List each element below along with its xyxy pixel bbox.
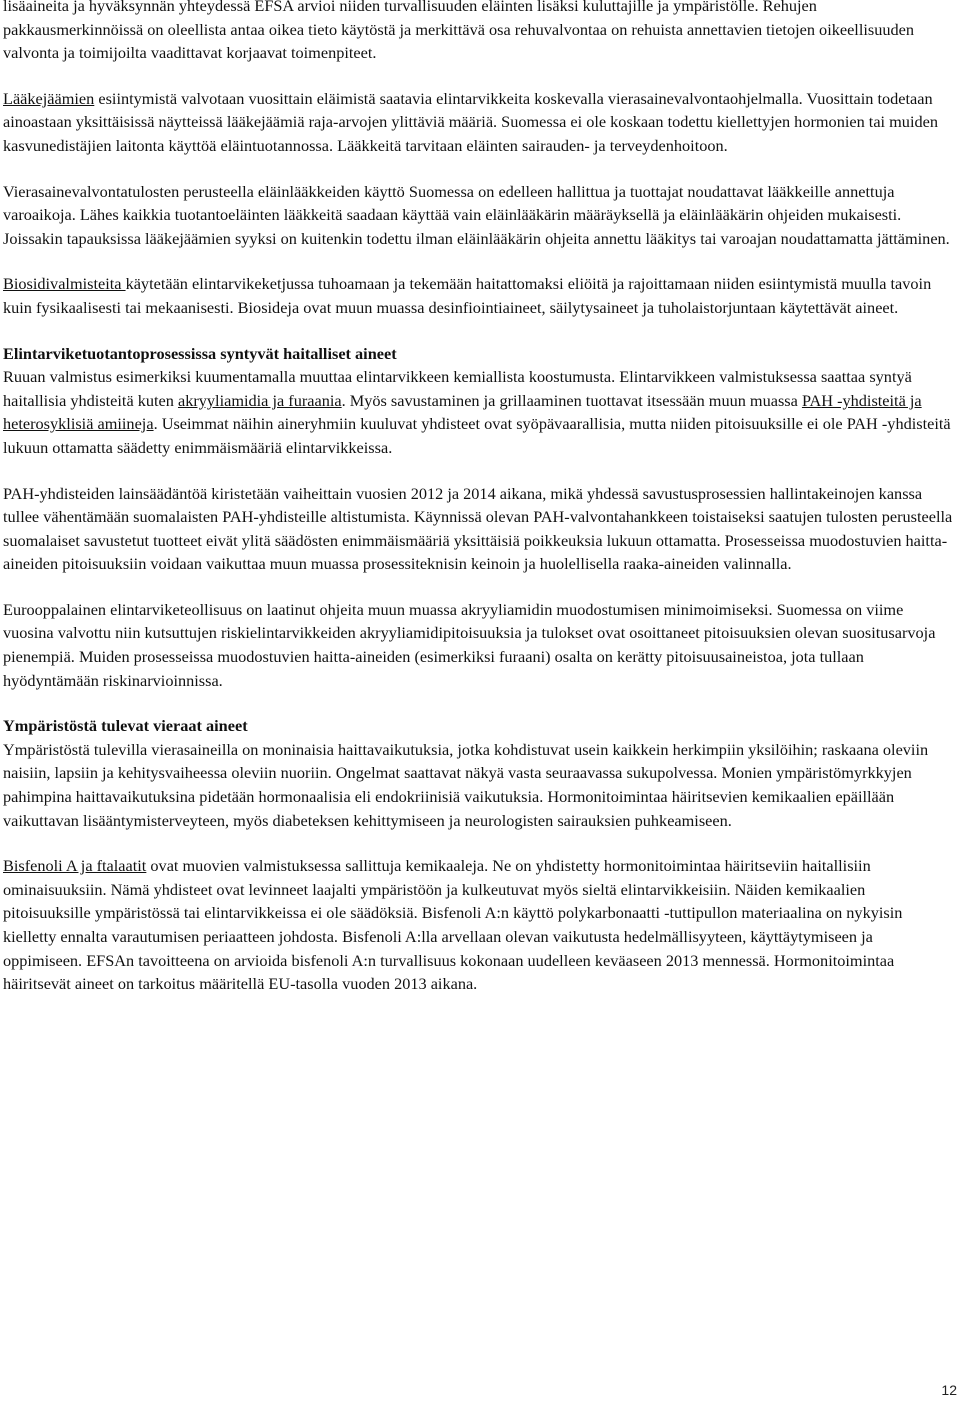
section-environmental-contaminants xyxy=(3,714,955,832)
paragraph-feed-additives xyxy=(3,0,955,65)
paragraph-acrylamide-guidance xyxy=(3,598,955,692)
paragraph-text: esiintymistä valvotaan vuosittain eläimistä saatavia elintarvikkeita koskevalla vierasainevalvontaohjelmalla. Vuosittain todetaan ainoastaan yksittäisissä näytteissä lääkejäämiä raja-arvojen ylittäviä määriä. Suomessa ei ole koskaan todettu kiellettyjen hormonien tai muiden kasvunedistäjien laitonta käyttöä eläintuotannossa. Lääkkeitä tarvitaan eläinten sairauden- ja terveydenhoitoon. xyxy=(3,88,938,155)
paragraph-text: Eurooppalainen elintarviketeollisuus on laatinut ohjeita muun muassa akryyliamidin muodostumisen minimoimiseksi. Suomessa on viime vuosina valvottu niin kutsuttujen riskielintarvikkeiden akryyliamidipitoisuuksia ja tulokset ovat osoittaneet pitoisuuksien olevan suositusarvoja pienempiä. Muiden prosesseissa muodostuvien haitta-aineiden (esimerkiksi furaani) osalta on kerätty pitoisuusaineistoa, jota tullaan hyödyntämään riskinarvioinnissa. xyxy=(3,599,936,690)
paragraph-text: käytetään elintarvikeketjussa tuhoamaan ja tekemään haitattomaksi eliöitä ja rajoittamaan niiden esiintymistä muulla tavoin kuin fysikaalisesti tai mekaanisesti. Biosideja ovat muun muassa desinfiointiaineet, säilytysaineet ja tuholaistorjuntaan käytettävät aineet. xyxy=(3,274,932,317)
link-drug-residues[interactable]: Lääkejäämien xyxy=(3,88,95,108)
paragraph-text: PAH-yhdisteiden lainsäädäntöä kiristetään vaiheittain vuosien 2012 ja 2014 aikana, mikä yhdessä savustusprosessien hallintakeinojen kanssa tullee vähentämään suomalaisten PAH-yhdisteille altistumista. Käynnissä olevan PAH-valvontahankkeen toistaiseksi saatujen tulosten perusteella suomalaiset savustetut tuotteet eivät ylitä säädösten enimmäismääriä yksittäisiä poikkeuksia lukuun ottamatta. Prosesseissa muodostuvien haitta-aineiden pitoisuuksiin voidaan vaikuttaa muun muassa prosessiteknisin keinoin ja huolellisella raaka-aineiden valinnalla. xyxy=(3,483,953,574)
paragraph-text: lisäaineita ja hyväksynnän yhteydessä EFSA arvioi niiden turvallisuuden eläinten lisäksi kuluttajille ja ympäristölle. Rehujen pakkausmerkinnöissä on oleellista antaa oikea tieto käytöstä ja merkittävä osa rehuvalvontaa on rehuista annettavien tietojen oikeellisuuden valvonta ja toimijoilta vaadittavat korjaavat toimenpiteet. xyxy=(3,0,915,63)
paragraph-text: Ympäristöstä tulevilla vierasaineilla on moninaisia haittavaikutuksia, jotka kohdistuvat usein kaikkein herkimpiin yksilöihin; raskaana oleviin naisiin, lapsiin ja kehitysvaiheessa oleviin nuoriin. Ongelmat saattavat näkyä vasta seuraavassa sukupolvessa. Monien ympäristömyrkkyjen pahimpina haittavaikutuksina pidetään hormonaalisia eli endokriinisiä vaikutuksia. Hormonitoimintaa häiritsevien kemikaalien epäillään vaikuttavan lisääntymisterveyteen, myös diabeteksen kehittymiseen ja neurologisten sairauksien puhkeamiseen. xyxy=(3,739,929,830)
section-heading-environmental-contaminants: Ympäristöstä tulevat vieraat aineet xyxy=(3,716,248,736)
paragraph-text: Vierasainevalvontatulosten perusteella eläinlääkkeiden käyttö Suomessa on edelleen hallittua ja tuottajat noudattavat lääkkeille annettuja varoaikoja. Lähes kaikkia tuotantoeläinten lääkkeitä saadaan käyttää vain eläinlääkärin määräyksellä ja eläinlääkärin ohjeiden mukaisesti. Joissakin tapauksissa lääkejäämien syyksi on kuitenkin todettu ilman eläinlääkärin ohjeita annettu lääkitys tai varoajan noudattamatta jättäminen. xyxy=(3,181,950,248)
page-content xyxy=(3,0,955,996)
paragraph-text: ovat muovien valmistuksessa sallittuja kemikaaleja. Ne on yhdistetty hormonitoimintaa häiritseviin haitallisiin ominaisuuksiin. Nämä yhdisteet ovat levinneet laajalti ympäristöön ja kulkeutuvat myös sieltä elintarvikkeisiin. Näiden kemikaalien pitoisuuksille ympäristössä tai elintarvikkeissa ei ole säädöksiä. Bisfenoli A:n käyttö polykarbonaatti -tuttipullon materiaalina on nykyisin kielletty ennalta varautumisen periaatteen johdosta. Bisfenoli A:lla arvellaan olevan vaikutusta hedelmällisyyteen, käyttäytymiseen ja oppimiseen. EFSAn tavoitteena on arvioida bisfenoli A:n turvallisuus kokonaan uudelleen keväaseen 2013 mennessä. Hormonitoimintaa häiritsevät aineet on tarkoitus määritellä EU-tasolla vuoden 2013 aikana. xyxy=(3,856,903,994)
paragraph-bisphenol-phthalates xyxy=(3,854,955,996)
paragraph-pah-legislation xyxy=(3,482,955,576)
paragraph-biocides xyxy=(3,272,955,319)
paragraph-veterinary-drug-use xyxy=(3,180,955,251)
paragraph-drug-residues xyxy=(3,87,955,158)
link-acrylamide-furan[interactable]: akryyliamidia ja furaania xyxy=(177,390,342,410)
link-bisphenol-phthalates[interactable]: Bisfenoli A ja ftalaatit xyxy=(3,856,147,876)
link-biocides[interactable]: Biosidivalmisteita xyxy=(3,274,126,294)
paragraph-text: . Myös savustaminen ja grillaaminen tuottavat itsessään muun muassa xyxy=(341,390,802,410)
link-pah-amines[interactable]: PAH -yhdisteitä ja heterosyklisiä amiineja xyxy=(3,390,922,434)
page-number: 12 xyxy=(941,1382,957,1398)
paragraph-text: . Useimmat näihin aineryhmiin kuuluvat yhdisteet ovat syöpävaarallisia, mutta niiden pitoisuuksille ei ole PAH -yhdisteitä lukuun ottamatta säädetty enimmäismääriä elintarvikkeissa. xyxy=(3,414,951,457)
section-heading-process-contaminants: Elintarviketuotantoprosessissa syntyvät haitalliset aineet xyxy=(3,343,397,363)
section-process-contaminants xyxy=(3,342,955,460)
paragraph-text: Ruuan valmistus esimerkiksi kuumentamalla muuttaa elintarvikkeen kemiallista koostumusta. Elintarvikkeen valmistuksessa saattaa syntyä haitallisia yhdisteitä kuten xyxy=(3,367,912,410)
